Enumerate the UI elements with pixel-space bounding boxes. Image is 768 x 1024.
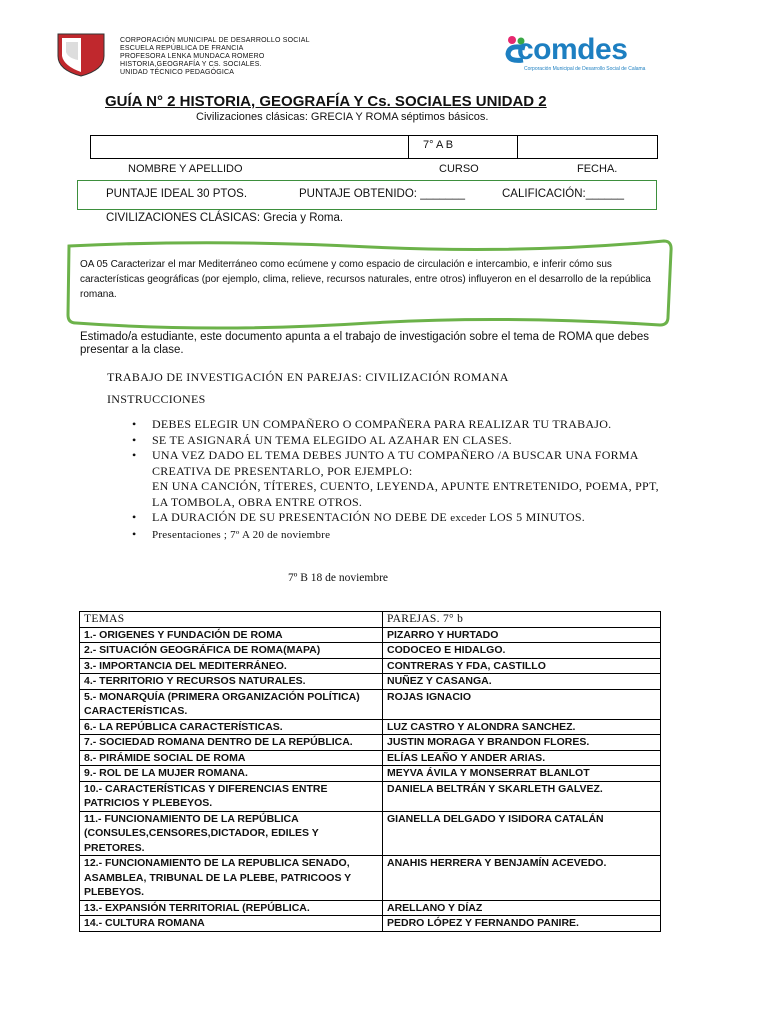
name-label: NOMBRE Y APELLIDO (128, 163, 243, 175)
column-header-topics: TEMAS (80, 612, 383, 628)
topics-table (79, 611, 661, 932)
institution-line: ESCUELA REPÚBLICA DE FRANCIA (120, 45, 244, 52)
school-shield-logo (54, 30, 108, 78)
institution-block (120, 37, 310, 77)
institution-line: CORPORACIÓN MUNICIPAL DE DESARROLLO SOCIAL (120, 37, 310, 44)
course-label: CURSO (439, 163, 479, 175)
bullet-icon: • (132, 432, 137, 447)
table-row: 12.- FUNCIONAMIENTO DE LA REPUBLICA SENADO, ASAMBLEA, TRIBUNAL DE LA PLEBE, PATRICOOS Y PLEBEYOS. ANAHIS HERRERA Y BENJAMÍN ACEVEDO. (80, 856, 661, 901)
institution-line: UNIDAD TÉCNICO PEDAGÓGICA (120, 69, 235, 76)
instructions-list (132, 417, 672, 543)
comdes-logo-text: comdes (517, 33, 628, 66)
list-item: • DEBES ELEGIR UN COMPAÑERO O COMPAÑERA PARA REALIZAR TU TRABAJO. (132, 417, 612, 431)
table-row: 9.- ROL DE LA MUJER ROMANA. MEYVA ÁVILA Y MONSERRAT BLANLOT (80, 766, 661, 782)
bullet-icon: • (132, 448, 137, 462)
grade-field: CALIFICACIÓN:______ (502, 188, 625, 200)
comdes-logo-subtext: Corporación Municipal de Desarrollo Social de Calama (524, 66, 646, 72)
list-item: • Presentaciones ; 7º A 20 de noviembre (132, 526, 331, 541)
table-row: 2.- SITUACIÓN GEOGRÁFICA DE ROMA(MAPA) CODOCEO E HIDALGO. (80, 643, 661, 659)
bullet-icon: • (132, 510, 137, 524)
table-row: 10.- CARACTERÍSTICAS Y DIFERENCIAS ENTRE PATRICIOS Y PLEBEYOS. DANIELA BELTRÁN Y SKARLETH GALVEZ. (80, 781, 661, 811)
table-row: 14.- CULTURA ROMANA PEDRO LÓPEZ Y FERNANDO PANIRE. (80, 916, 661, 932)
list-item: • UNA VEZ DADO EL TEMA DEBES JUNTO A TU COMPAÑERO /A BUSCAR UNA FORMA CREATIVA DE PRESENTARLO, POR EJEMPLO: EN UNA CANCIÓN, TÍTERES, CUENTO, LEYENDA, APUNTE ENTRETENIDO, POEMA, PPT, LA TOMBOLA, OBRA ENTRE OTROS. (132, 448, 659, 509)
obtained-score: PUNTAJE OBTENIDO: _______ (299, 188, 465, 200)
page-subtitle: Civilizaciones clásicas: GRECIA Y ROMA séptimos básicos. (196, 111, 489, 123)
institution-line: HISTORIA,GEOGRAFÍA Y CS. SOCIALES. (120, 61, 262, 68)
table-row: 6.- LA REPÚBLICA CARACTERÍSTICAS. LUZ CASTRO Y ALONDRA SANCHEZ. (80, 719, 661, 735)
bullet-icon: • (132, 526, 137, 541)
column-header-pairs: PAREJAS. 7° b (383, 612, 661, 628)
bullet-icon: • (132, 417, 137, 431)
table-row: 1.- ORIGENES Y FUNDACIÓN DE ROMA PIZARRO Y HURTADO (80, 627, 661, 643)
table-row: 7.- SOCIEDAD ROMANA DENTRO DE LA REPÚBLICA. JUSTIN MORAGA Y BRANDON FLORES. (80, 735, 661, 751)
table-divider (517, 135, 518, 159)
presentation-date-7b: 7º B 18 de noviembre (288, 572, 389, 584)
table-divider (408, 135, 409, 159)
learning-objective: OA 05 Caracterizar el mar Mediterráneo como ecúmene y como espacio de circulación e intercambio, e inferir cómo sus características geográficas (por ejemplo, clima, relieve, recursos naturales, entre otros) influyeron en el desarrollo de la república romana. (80, 259, 651, 300)
assignment-title: TRABAJO DE INVESTIGACIÓN EN PAREJAS: CIVILIZACIÓN ROMANA (107, 370, 509, 384)
table-row: 5.- MONARQUÍA (PRIMERA ORGANIZACIÓN POLÍTICA) CARACTERÍSTICAS. ROJAS IGNACIO (80, 689, 661, 719)
table-row: 13.- EXPANSIÓN TERRITORIAL (REPÚBLICA. ARELLANO Y DÍAZ (80, 900, 661, 916)
table-row: 4.- TERRITORIO Y RECURSOS NATURALES. NUÑEZ Y CASANGA. (80, 674, 661, 690)
table-header-row (80, 612, 661, 628)
table-row: 8.- PIRÁMIDE SOCIAL DE ROMA ELÍAS LEAÑO Y ANDER ARIAS. (80, 750, 661, 766)
institution-line: PROFESORA LENKA MUNDACA ROMERO (120, 53, 265, 60)
student-id-table (90, 135, 658, 159)
section-heading: CIVILIZACIONES CLÁSICAS: Grecia y Roma. (106, 212, 344, 224)
instructions-heading: INSTRUCCIONES (107, 392, 206, 406)
table-row: 3.- IMPORTANCIA DEL MEDITERRÁNEO. CONTRERAS Y FDA, CASTILLO (80, 658, 661, 674)
intro-text: Estimado/a estudiante, este documento apunta a el trabajo de investigación sobre el tema de ROMA que debes presentar a la clase. (80, 331, 649, 356)
course-value: 7° A B (423, 139, 454, 151)
ideal-score: PUNTAJE IDEAL 30 PTOS. (106, 188, 248, 200)
list-item: • SE TE ASIGNARÁ UN TEMA ELEGIDO AL AZAHAR EN CLASES. (132, 432, 512, 447)
page-title: GUÍA N° 2 HISTORIA, GEOGRAFÍA Y Cs. SOCIALES UNIDAD 2 (105, 93, 547, 110)
table-row: 11.- FUNCIONAMIENTO DE LA REPÚBLICA (CONSULES,CENSORES,DICTADOR, EDILES Y PRETORES. GIANELLA DELGADO Y ISIDORA CATALÁN (80, 811, 661, 856)
list-item: • LA DURACIÓN DE SU PRESENTACIÓN NO DEBE DE exceder LOS 5 MINUTOS. (132, 510, 586, 524)
date-label: FECHA. (577, 163, 618, 175)
